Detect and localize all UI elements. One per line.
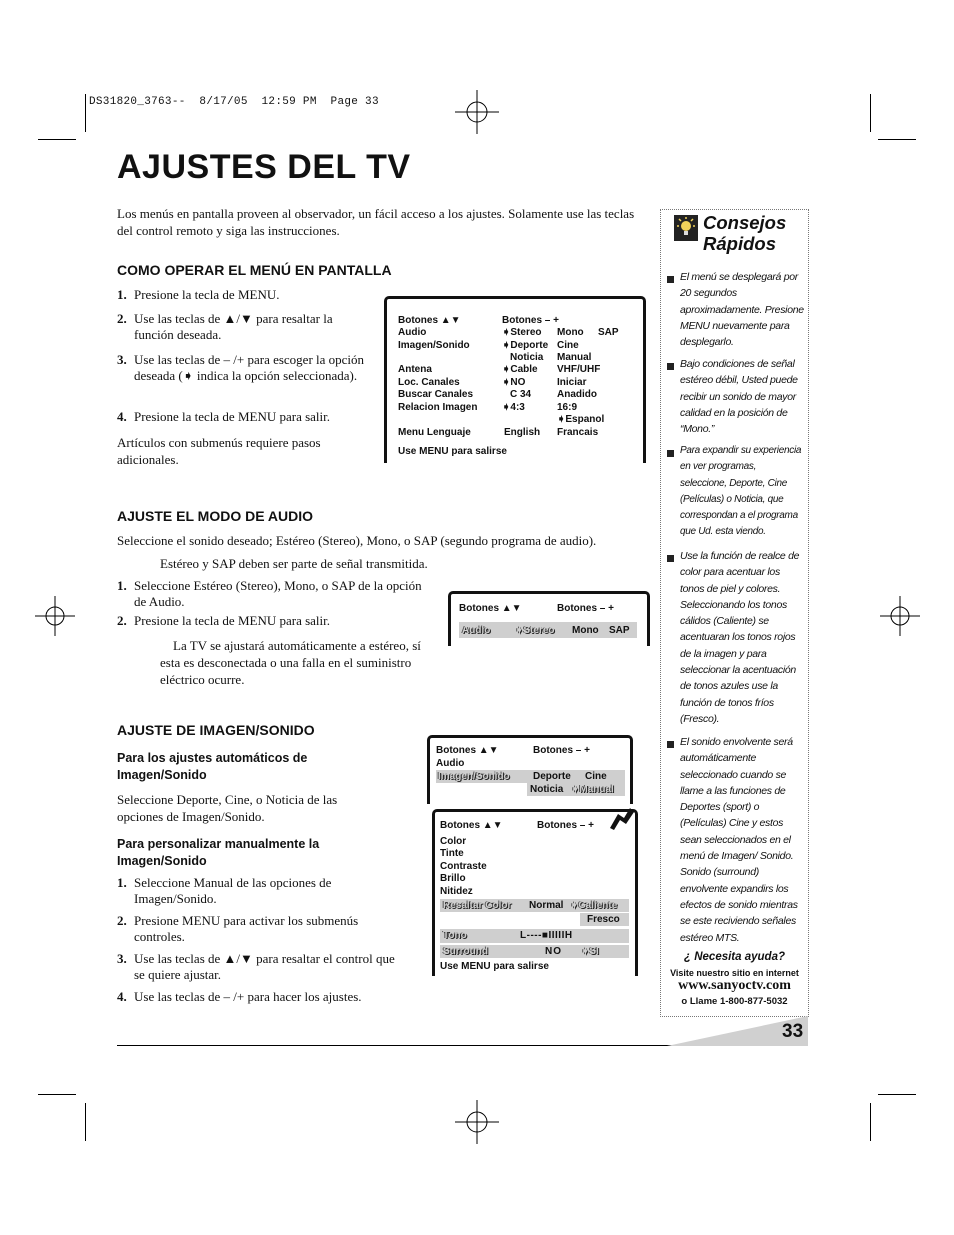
menu-item: Brillo — [440, 873, 466, 884]
menu-option: Manual — [557, 352, 592, 363]
menu-option: Iniciar — [557, 377, 587, 388]
step-number: 2. — [117, 311, 127, 326]
help-title: ¿ Necesita ayuda? — [684, 951, 785, 963]
menu-option: Francais — [557, 427, 599, 438]
menu-option-selected: ➧Manual — [571, 784, 614, 795]
menu-option: Deporte — [533, 771, 571, 782]
menu-header-right: Botones – + — [533, 745, 590, 756]
menu-header-left: Botones ▲▼ — [459, 603, 522, 614]
tv-menu-manual — [432, 809, 638, 976]
intro-text: Los menús en pantalla proveen al observador, un fácil acceso a los ajustes. Solamente use las teclas del control remoto y siga las instrucciones. — [117, 206, 635, 238]
menu-item-selected: Surround — [443, 946, 488, 957]
help-line: Visite nuestro sitio en internet — [670, 968, 799, 978]
menu-option: Normal — [529, 900, 564, 911]
registration-target-icon — [35, 596, 75, 636]
step-number: 1. — [117, 287, 127, 302]
sidebar-title-line: Rápidos — [703, 233, 776, 254]
step-text: Seleccione Manual de las opciones de Imagen/Sonido. — [134, 875, 332, 906]
step-text: Presione la tecla de MENU para salir. — [134, 613, 331, 628]
step-number: 4. — [117, 409, 127, 424]
bullet-icon — [667, 741, 674, 748]
menu-option: ➧NO — [502, 377, 526, 388]
menu-option: Noticia — [510, 352, 544, 363]
menu-item: Tinte — [440, 848, 464, 859]
step-text: Presione la tecla de MENU. — [134, 287, 280, 302]
tip-text: El menú se desplegará por 20 segundos aproximadamente. Presione MENU nuevamente para desplegarlo. — [680, 271, 804, 349]
auto-text: Seleccione Deporte, Cine, o Noticia de las opciones de Imagen/Sonido. — [117, 792, 338, 824]
menu-option: Cine — [585, 771, 607, 782]
crop-mark — [85, 94, 86, 132]
menu-header-left: Botones ▲▼ — [436, 745, 499, 756]
menu-option: ➧Deporte — [502, 340, 549, 351]
menu-item-selected: Resaltar Color — [443, 900, 512, 911]
menu-option: Mono — [557, 327, 584, 338]
tv-menu-audio — [448, 591, 650, 646]
menu-header-right: Botones – + — [557, 603, 614, 614]
menu-option-selected: ➧SI — [581, 946, 599, 957]
subheading-auto: Para los ajustes automáticos de Imagen/Sonido — [117, 751, 308, 782]
menu-option: SAP — [598, 327, 619, 338]
crop-mark — [878, 1094, 916, 1095]
menu-item-selected: Audio — [462, 625, 491, 636]
menu-option: ➧Stereo — [502, 327, 542, 338]
menu-option: Mono — [572, 625, 599, 636]
bullet-icon — [667, 450, 674, 457]
step-text: Seleccione Estéreo (Stereo), Mono, o SAP de la opción de Audio. — [134, 578, 422, 609]
page-number: 33 — [782, 1021, 804, 1042]
page-title: AJUSTES DEL TV — [117, 148, 411, 186]
menu-option: 16:9 — [557, 402, 578, 413]
menu-option: Noticia — [530, 784, 564, 795]
steps-list-audio — [117, 578, 437, 628]
menu-item: Nitidez — [440, 886, 473, 897]
menu-footer: Use MENU para salirse — [398, 446, 507, 457]
menu-item: Relacion Imagen — [398, 402, 478, 413]
menu-option: ➧4:3 — [502, 402, 525, 413]
menu-item-selected: Imagen/Sonido — [438, 771, 510, 782]
menu-option: VHF/UHF — [557, 364, 601, 375]
tip-text: Use la función de realce de color para acentuar los tonos de piel y colores. Seleccionando los tonos cálidos (Caliente) se acentuaran los tonos rojos de la imagen y para seleccionar la acentuación de tonos azules use la función de tonos fríos (Fresco). — [680, 550, 800, 725]
step-number: 3. — [117, 951, 127, 966]
menu-item: Audio — [436, 758, 465, 769]
step-text: Use las teclas de – /+ para hacer los ajustes. — [134, 989, 362, 1004]
crop-mark — [878, 139, 916, 140]
registration-target-icon — [880, 596, 920, 636]
help-url-link[interactable]: www.sanyoctv.com — [678, 978, 791, 993]
menu-item: Buscar Canales — [398, 389, 474, 400]
section-heading-imagen: AJUSTE DE IMAGEN/SONIDO — [117, 722, 315, 738]
menu-item: Menu Lenguaje — [398, 427, 471, 438]
menu-option: Fresco — [587, 914, 620, 925]
menu-header-right: Botones – + — [502, 315, 559, 326]
menu-header-left: Botones ▲▼ — [398, 315, 461, 326]
crop-mark — [85, 1103, 86, 1141]
lightbulb-icon — [674, 215, 698, 241]
step-text: Presione la tecla de MENU para salir. — [134, 409, 331, 424]
step-number: 3. — [117, 352, 127, 367]
step-number: 2. — [117, 613, 127, 628]
menu-item-selected: Tono — [443, 930, 467, 941]
step-text: Use las teclas de ▲/▼ para resaltar el control que se quiere ajustar. — [134, 951, 395, 982]
crop-mark — [870, 1103, 871, 1141]
registration-target-icon — [455, 1100, 499, 1144]
menu-item: Loc. Canales — [398, 377, 460, 388]
subheading-manual: Para personalizar manualmente la Imagen/Sonido — [117, 837, 320, 868]
menu-item: Color — [440, 836, 467, 847]
step-number: 4. — [117, 989, 127, 1004]
tone-level-bar: L----■IIIIIH — [520, 930, 573, 941]
menu-option: C 34 — [510, 389, 532, 400]
tip-text: Bajo condiciones de señal estéreo débil, Usted puede recibir un sonido de mayor calidad en la posición de “Mono.” — [680, 358, 798, 436]
tv-menu-imagen — [427, 735, 633, 804]
hand-pointer-icon — [608, 806, 636, 832]
menu-option-selected: ➧Stereo — [515, 625, 555, 636]
print-slug: DS31820_3763-- 8/17/05 12:59 PM Page 33 — [89, 96, 379, 108]
menu-option: English — [504, 427, 541, 438]
menu-option: Anadido — [557, 389, 597, 400]
tip-text: Para expandir su experiencia en ver programas, seleccione, Deporte, Cine (Películas) o Noticia, que correspondan a el programa que Ud. esta viendo. — [680, 445, 802, 538]
bullet-icon — [667, 555, 674, 562]
audio-note: Estéreo y SAP deben ser parte de señal transmitida. — [160, 556, 428, 571]
crop-mark — [38, 139, 76, 140]
help-phone: o Llame 1-800-877-5032 — [681, 996, 788, 1007]
step-number: 1. — [117, 578, 127, 593]
registration-target-icon — [455, 90, 499, 134]
menu-item: Contraste — [440, 861, 487, 872]
audio-intro: Seleccione el sonido deseado; Estéreo (Stereo), Mono, o SAP (segundo programa de audio). — [117, 533, 597, 548]
step-text: Use las teclas de – /+ para escoger la opción deseada (➧ indica la opción seleccionada). — [134, 352, 365, 383]
menu-option: SAP — [609, 625, 630, 636]
menu-header-left: Botones ▲▼ — [440, 820, 503, 831]
step-text: Presione MENU para activar los submenús controles. — [134, 913, 359, 944]
menu-footer: Use MENU para salirse — [440, 961, 549, 972]
menu-option: ➧Cable — [502, 364, 538, 375]
steps-list-imagen — [117, 875, 417, 1005]
section-heading-audio: AJUSTE EL MODO DE AUDIO — [117, 508, 314, 524]
bullet-icon — [667, 363, 674, 370]
bullet-icon — [667, 276, 674, 283]
audio-auto-note: La TV se ajustará automáticamente a estéreo, sí esta es desconectada o una falla en el suministro eléctrico ocurre. — [160, 638, 421, 687]
sidebar-title — [703, 212, 786, 254]
tip-text: El sonido envolvente será automáticamente seleccionado cuando se llame a las funciones de Deportes (sport) o (Películas) Cine y estos sean seleccionados en el menú de Imagen/ Sonido. Sonido (surround) envolvente expandirs los efectos de sonido mientras se este reciviendo señales estéreo MTS. — [680, 736, 798, 944]
crop-mark — [870, 94, 871, 132]
menu-option: Cine — [557, 340, 579, 351]
tv-menu-main — [384, 296, 646, 463]
menu-header-right: Botones – + — [537, 820, 594, 831]
steps-list-menu — [117, 287, 367, 424]
section-heading-menu: COMO OPERAR EL MENÚ EN PANTALLA — [117, 262, 392, 278]
menu-item: Imagen/Sonido — [398, 340, 470, 351]
submenu-note: Artículos con submenús requiere pasos adicionales. — [117, 435, 321, 467]
menu-option-selected: ➧Caliente — [570, 900, 618, 911]
menu-item: Audio — [398, 327, 427, 338]
menu-option: ➧Espanol — [557, 414, 605, 425]
sidebar-title-line: Consejos — [703, 212, 787, 233]
step-number: 2. — [117, 913, 127, 928]
crop-mark — [38, 1094, 76, 1095]
menu-item: Antena — [398, 364, 432, 375]
menu-option: NO — [545, 946, 562, 957]
step-number: 1. — [117, 875, 127, 890]
step-text: Use las teclas de ▲/▼ para resaltar la función deseada. — [134, 311, 333, 342]
